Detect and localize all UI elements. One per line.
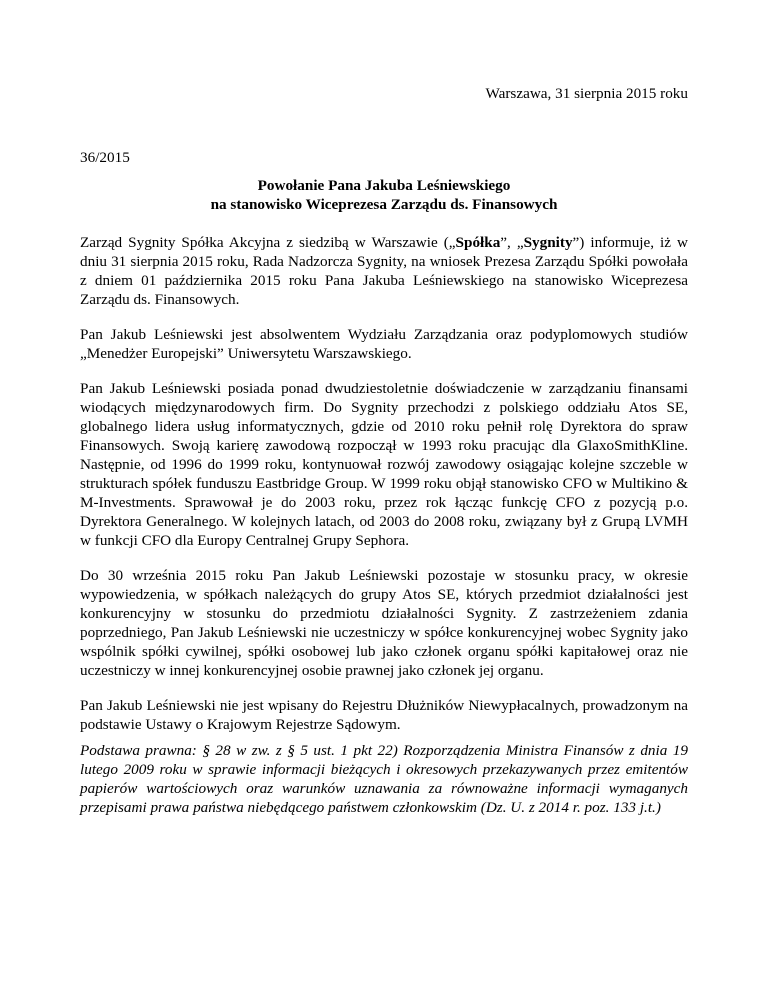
p1-part-1: Zarząd Sygnity Spółka Akcyjna z siedzibą w Warszawie („ xyxy=(80,234,456,251)
document-body xyxy=(80,233,688,750)
paragraph-debtor-register: Pan Jakub Leśniewski nie jest wpisany do Rejestru Dłużników Niewypłacalnych, prowadzonym na podstawie Ustawy o Krajowym Rejestrze Sądowym. xyxy=(80,697,688,733)
p1-part-2: ”, „ xyxy=(500,234,524,251)
paragraph-employment-status: Do 30 września 2015 roku Pan Jakub Leśniewski pozostaje w stosunku pracy, w okresie wypowiedzenia, w spółkach należących do grupy Atos SE, których przedmiot działalności jest konkurencyjny w stosunku do przedmiotu działalności Sygnity. Z zastrzeżeniem zdania poprzedniego, Pan Jakub Leśniewski nie uczestniczy w spółce konkurencyjnej wobec Sygnity jako wspólnik spółki cywilnej, spółki osobowej lub jako członek organu spółki kapitałowej oraz nie uczestniczy w innej konkurencyjnej osobie prawnej jako członek jej organu. xyxy=(80,567,688,679)
p1-bold-sygnity: Sygnity xyxy=(523,234,573,251)
p1-bold-spolka: Spółka xyxy=(455,234,501,251)
document-title xyxy=(80,176,688,214)
legal-basis: Podstawa prawna: § 28 w zw. z § 5 ust. 1 pkt 22) Rozporządzenia Ministra Finansów z dnia 19 lutego 2009 roku w sprawie informacji bieżących i okresowych przekazywanych przez emitentów papierów wartościowych oraz warunków uznawania za równoważne informacji wymaganych przepisami prawa państwa niebędącego państwem członkowskim (Dz. U. z 2014 r. poz. 133 j.t.) xyxy=(80,742,688,816)
paragraph-education: Pan Jakub Leśniewski jest absolwentem Wydziału Zarządzania oraz podyplomowych studiów „Menedżer Europejski” Uniwersytetu Warszawskiego. xyxy=(80,326,688,362)
p1-part-3: ”) informuje, iż w dniu 31 sierpnia 2015 roku, Rada Nadzorcza Sygnity, na wniosek Prezesa Zarządu Spółki powołała z dniem 01 października 2015 roku Pana Jakuba Leśniewskiego na stanowisko Wiceprezesa Zarządu ds. Finansowych. xyxy=(80,234,688,308)
paragraph-appointment xyxy=(80,233,688,309)
title-line-2: na stanowisko Wiceprezesa Zarządu ds. Finansowych xyxy=(210,196,558,213)
title-line-1: Powołanie Pana Jakuba Leśniewskiego xyxy=(257,177,511,194)
date-line: Warszawa, 31 sierpnia 2015 roku xyxy=(485,85,688,102)
paragraph-experience: Pan Jakub Leśniewski posiada ponad dwudziestoletnie doświadczenie w zarządzaniu finansami wiodących międzynarodowych firm. Do Sygnity przechodzi z polskiego oddziału Atos SE, globalnego lidera usług informatycznych, gdzie od 2010 roku pełnił rolę Dyrektora do spraw Finansowych. Swoją karierę zawodową rozpoczął w 1993 roku pracując dla GlaxoSmithKline. Następnie, od 1996 do 1999 roku, kontynuował rozwój zawodowy osiągając kolejne szczeble w strukturach spółek funduszu Eastbridge Group. W 1999 roku objął stanowisko CFO w Multikino & M-Investments. Sprawował je do 2003 roku, przez rok łącząc funkcję CFO z pozycją p.o. Dyrektora Generalnego. W kolejnych latach, od 2003 do 2008 roku, związany był z Grupą LVMH w funkcji CFO dla Europy Centralnej Grupy Sephora. xyxy=(80,380,688,549)
document-number: 36/2015 xyxy=(80,149,130,166)
